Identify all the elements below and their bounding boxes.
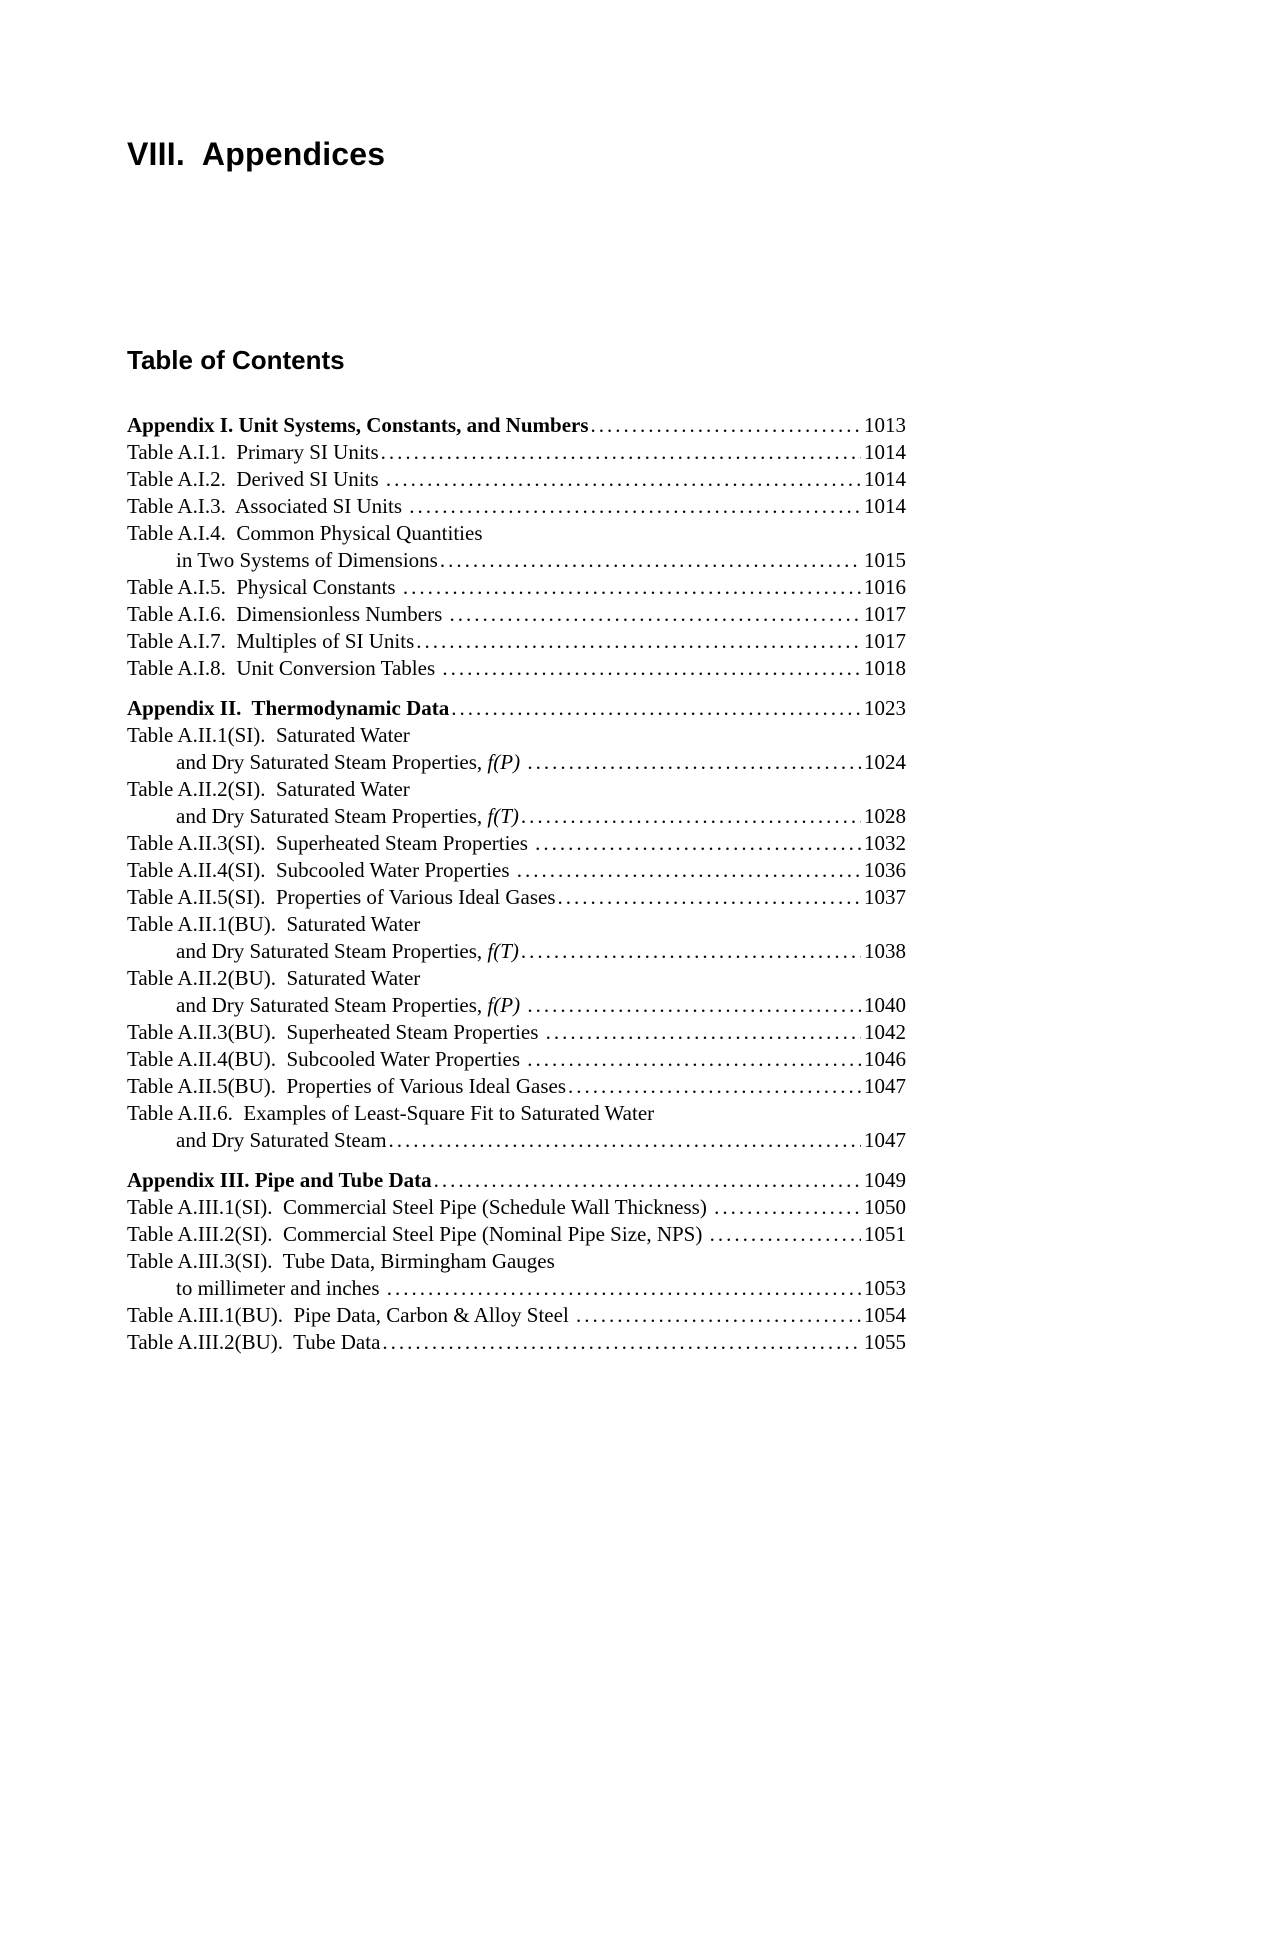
toc-entry (127, 1329, 906, 1356)
toc-list (127, 412, 906, 1356)
dot-leader (568, 1073, 861, 1100)
toc-entry (127, 1046, 906, 1073)
toc-entry (127, 992, 906, 1019)
dot-leader (527, 749, 861, 776)
toc-page-number: 1014 (864, 494, 906, 518)
toc-entry-text: Table A.II.4(SI). Subcooled Water Properties (127, 858, 515, 882)
toc-entry-text: Table A.II.3(SI). Superheated Steam Properties (127, 831, 534, 855)
toc-entry (127, 830, 906, 857)
toc-entry-text: Table A.I.1. Primary SI Units (127, 440, 379, 464)
dot-leader (710, 1221, 861, 1248)
toc-entry-text: and Dry Saturated Steam Properties, f(P) (176, 993, 521, 1017)
toc-entry-text: Table A.III.3(SI). Tube Data, Birmingham Gauges (127, 1249, 555, 1273)
dot-leader (527, 992, 861, 1019)
toc-entry-text: Table A.II.1(SI). Saturated Water (127, 723, 410, 747)
toc-page-number: 1053 (864, 1276, 906, 1300)
toc-page-number: 1046 (864, 1047, 906, 1071)
toc-page-number: 1040 (864, 993, 906, 1017)
toc-entry-text: Table A.I.5. Physical Constants (127, 575, 401, 599)
toc-entry (127, 412, 906, 439)
toc-page-number: 1037 (864, 885, 906, 909)
toc-entry (127, 466, 906, 493)
toc-page-number: 1014 (864, 467, 906, 491)
toc-page-number: 1047 (864, 1128, 906, 1152)
dot-leader (714, 1194, 861, 1221)
toc-page-number: 1036 (864, 858, 906, 882)
toc-entry (127, 1275, 906, 1302)
dot-leader (386, 466, 861, 493)
toc-entry-text: Table A.I.7. Multiples of SI Units (127, 629, 415, 653)
toc-entry (127, 1167, 906, 1194)
toc-entry-text: Table A.II.3(BU). Superheated Steam Properties (127, 1020, 544, 1044)
toc-page-number: 1042 (864, 1020, 906, 1044)
dot-leader (450, 601, 862, 628)
dot-leader (381, 439, 861, 466)
toc-heading: Table of Contents (127, 345, 345, 375)
toc-entry (127, 722, 906, 749)
toc-entry-text: Table A.II.5(BU). Properties of Various Ideal Gases (127, 1074, 567, 1098)
toc-entry-text: Table A.I.3. Associated SI Units (127, 494, 408, 518)
dot-leader (389, 1127, 861, 1154)
toc-entry (127, 520, 906, 547)
toc-entry-text: Table A.I.8. Unit Conversion Tables (127, 656, 441, 680)
toc-entry-text: Table A.II.2(SI). Saturated Water (127, 777, 410, 801)
toc-entry-text: Table A.III.1(SI). Commercial Steel Pipe (Schedule Wall Thickness) (127, 1195, 713, 1219)
dot-leader (442, 655, 861, 682)
toc-page-number: 1014 (864, 440, 906, 464)
document-page (127, 0, 906, 1356)
toc-entry (127, 857, 906, 884)
toc-page-number: 1051 (864, 1222, 906, 1246)
dot-leader (434, 1167, 861, 1194)
toc-entry-text: Appendix II. Thermodynamic Data (127, 696, 450, 720)
toc-entry (127, 1019, 906, 1046)
toc-entry-text: Table A.III.2(BU). Tube Data (127, 1330, 381, 1354)
toc-page-number: 1028 (864, 804, 906, 828)
toc-page-number: 1054 (864, 1303, 906, 1327)
dot-leader (521, 938, 861, 965)
toc-entry (127, 776, 906, 803)
toc-entry-text: and Dry Saturated Steam Properties, f(T) (176, 804, 519, 828)
toc-entry-text: and Dry Saturated Steam (176, 1128, 387, 1152)
toc-entry (127, 1194, 906, 1221)
toc-entry (127, 884, 906, 911)
toc-page-number: 1055 (864, 1330, 906, 1354)
toc-entry-text: Table A.II.4(BU). Subcooled Water Properties (127, 1047, 526, 1071)
toc-entry (127, 439, 906, 466)
toc-entry-text: Table A.I.4. Common Physical Quantities (127, 521, 483, 545)
dot-leader (517, 857, 861, 884)
dot-leader (527, 1046, 861, 1073)
toc-entry-text: Table A.II.5(SI). Properties of Various Ideal Gases (127, 885, 556, 909)
toc-entry (127, 911, 906, 938)
toc-entry (127, 1100, 906, 1127)
toc-page-number: 1015 (864, 548, 906, 572)
toc-entry (127, 1248, 906, 1275)
dot-leader (558, 884, 861, 911)
toc-entry-text: to millimeter and inches (176, 1276, 385, 1300)
toc-entry-text: Appendix I. Unit Systems, Constants, and Numbers (127, 413, 589, 437)
toc-entry-text: and Dry Saturated Steam Properties, f(T) (176, 939, 519, 963)
page-title: VIII. Appendices (127, 136, 386, 172)
toc-entry-text: Table A.I.2. Derived SI Units (127, 467, 384, 491)
toc-entry (127, 574, 906, 601)
toc-entry (127, 965, 906, 992)
toc-entry-text: Table A.II.2(BU). Saturated Water (127, 966, 421, 990)
dot-leader (546, 1019, 861, 1046)
toc-page-number: 1023 (864, 696, 906, 720)
toc-entry (127, 655, 906, 682)
toc-page-number: 1050 (864, 1195, 906, 1219)
toc-entry-text: Table A.II.1(BU). Saturated Water (127, 912, 421, 936)
toc-entry (127, 547, 906, 574)
toc-entry-text: Appendix III. Pipe and Tube Data (127, 1168, 432, 1192)
dot-leader (521, 803, 861, 830)
toc-entry (127, 1221, 906, 1248)
toc-page-number: 1047 (864, 1074, 906, 1098)
dot-leader (416, 628, 861, 655)
toc-page-number: 1016 (864, 575, 906, 599)
dot-leader (451, 695, 861, 722)
dot-leader (409, 493, 861, 520)
toc-entry-text: Table A.II.6. Examples of Least-Square Fit to Saturated Water (127, 1101, 655, 1125)
toc-entry (127, 628, 906, 655)
toc-entry (127, 1127, 906, 1154)
toc-entry (127, 749, 906, 776)
toc-entry-text: in Two Systems of Dimensions (176, 548, 438, 572)
toc-page-number: 1017 (864, 602, 906, 626)
toc-entry (127, 493, 906, 520)
dot-leader (382, 1329, 861, 1356)
toc-entry-text: and Dry Saturated Steam Properties, f(P) (176, 750, 521, 774)
dot-leader (440, 547, 861, 574)
toc-entry (127, 803, 906, 830)
dot-leader (387, 1275, 861, 1302)
toc-page-number: 1049 (864, 1168, 906, 1192)
toc-entry-text: Table A.III.2(SI). Commercial Steel Pipe (Nominal Pipe Size, NPS) (127, 1222, 708, 1246)
toc-entry (127, 1073, 906, 1100)
toc-page-number: 1038 (864, 939, 906, 963)
dot-leader (591, 412, 861, 439)
toc-page-number: 1032 (864, 831, 906, 855)
toc-page-number: 1017 (864, 629, 906, 653)
toc-entry (127, 1302, 906, 1329)
toc-entry-text: Table A.III.1(BU). Pipe Data, Carbon & Alloy Steel (127, 1303, 575, 1327)
toc-page-number: 1013 (864, 413, 906, 437)
dot-leader (535, 830, 861, 857)
dot-leader (403, 574, 861, 601)
dot-leader (576, 1302, 861, 1329)
toc-entry (127, 601, 906, 628)
toc-page-number: 1018 (864, 656, 906, 680)
toc-entry-text: Table A.I.6. Dimensionless Numbers (127, 602, 448, 626)
toc-page-number: 1024 (864, 750, 906, 774)
toc-entry (127, 695, 906, 722)
toc-entry (127, 938, 906, 965)
